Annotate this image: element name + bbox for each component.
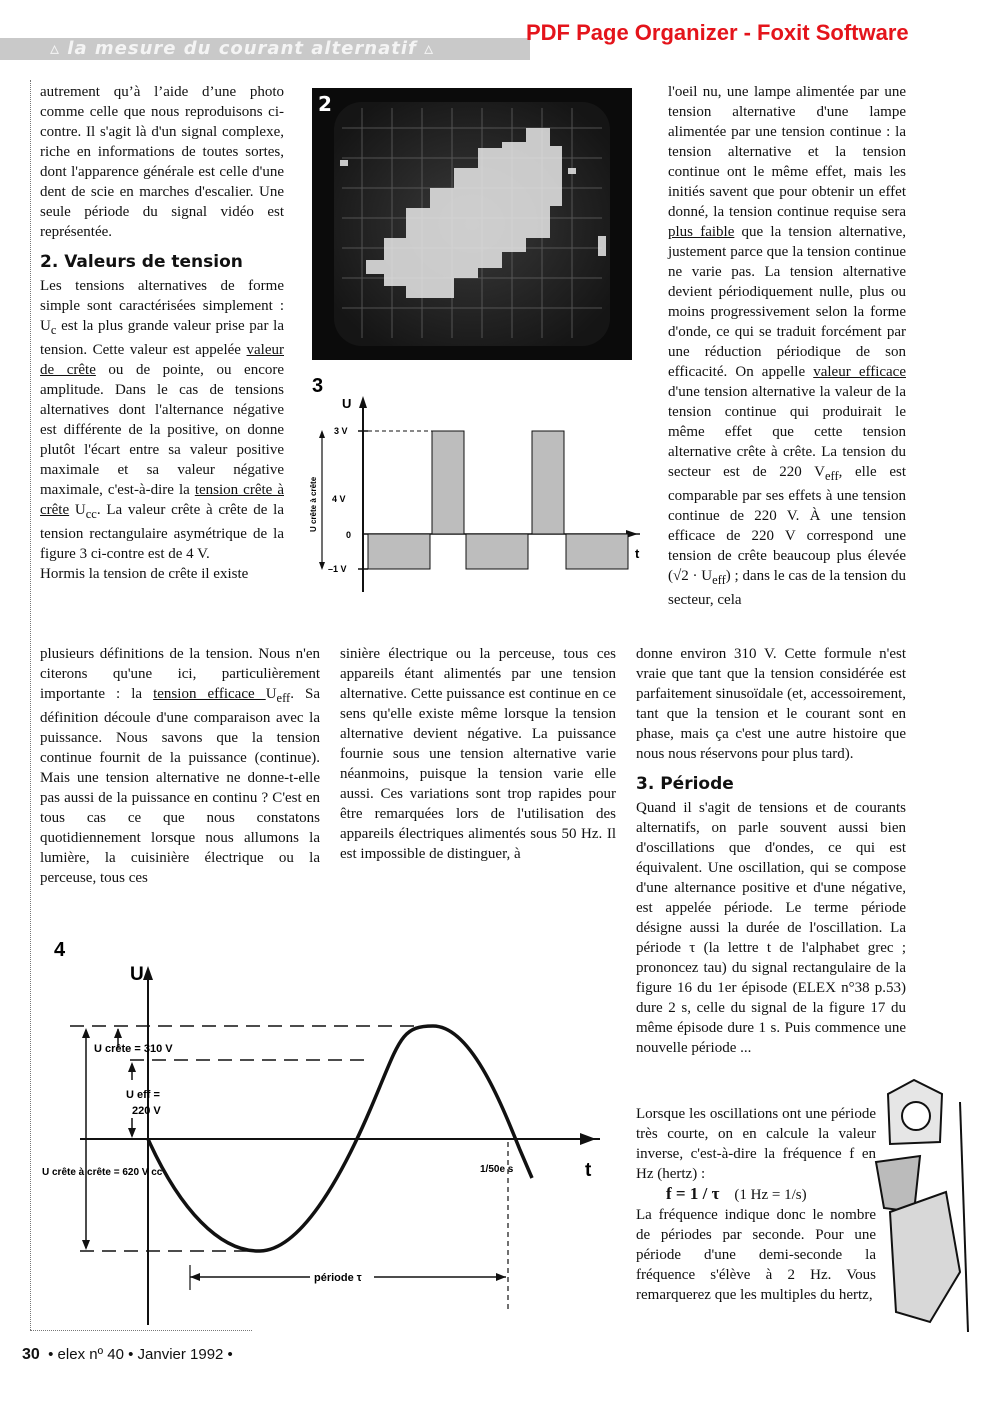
- fig4-y-label: U: [130, 964, 144, 985]
- fig3-label-3v: 3 V: [334, 426, 348, 436]
- knight-visor: [902, 1102, 930, 1130]
- fig4-label-ueff1: U eff =: [126, 1089, 160, 1101]
- watermark-text: PDF Page Organizer - Foxit Software: [526, 20, 909, 45]
- paragraph-valeur-efficace: l'oeil nu, une lampe alimentée par une tension alternative d'une lampe alimentée par une tension continue : la tension alternative et la tension continue ont le même effet, mais les initiés savent que pour obtenir un effet donné, la tension continue requise sera plus faible que la tension alternative, justement parce que la tension continue ne varie pas. La tension alternative devient périodiquement nulle, plus ou moins progressivement selon la forme d'onde, ce qui se traduit forcément par une réduction périodique de son efficacité. On appelle valeur efficace d'une tension alternative la valeur de la tension continue qui produirait le même effet que cette tension alternative crête à crête. La tension du secteur est de 220 $V_{eff}$, elle est comparable par ses effets à une tension continue de 220 V. À une tension efficace de 220 V correspond une tension de crête beaucoup plus élevée $(√2 \cdot U_{eff})$ ; dans le cas de la tension du secteur, cela: [668, 84, 907, 608]
- knight-illustration: [850, 1072, 974, 1340]
- page-footer: [22, 1346, 233, 1364]
- fig4-ucc-arrow-bottom: [82, 1240, 90, 1250]
- fig4-label-periode: période τ: [314, 1272, 362, 1284]
- paragraph-frequence-2: La fréquence indique donc le nombre de périodes par seconde. Pour une période d'une demi-seconde la fréquence s'élève à 2 Hz. Vous remarquerez que les multiples du hertz,: [636, 1207, 876, 1303]
- bottom-rule: [30, 1330, 252, 1331]
- figure-4-diagram: [40, 930, 620, 1330]
- paragraph-periode: Quand il s'agit de tensions et de courants alternatifs, on parle souvent aussi bien d'oscillations que d'ondes, ce qui est équivalent. Une oscillation, qui se compose d'une alternance positive et d'une négative, est appelée période. Le terme période désigne aussi la durée de l'oscillation. La période τ (la lettre t de l'alphabet grec ; prononcez tau) du signal rectangulaire de la figure 16 du 1er épisode (ELEX n°38 p.53) dure 2 s, celle du signal de la figure 17 du même épisode dure 1 s. Puis commence une nouvelle période ...: [636, 800, 906, 1056]
- fig3-label-4v: 4 V: [332, 494, 346, 504]
- fig4-ueff-arrowhead: [128, 1062, 136, 1072]
- knight-body: [890, 1192, 960, 1322]
- paragraph-hormis-start: Hormis la tension de crête il existe: [40, 566, 249, 582]
- fig4-y-arrow: [143, 966, 153, 980]
- figure-4-number: 4: [54, 939, 66, 961]
- figure-3-number: 3: [312, 375, 324, 397]
- fig4-ueff-arrowhead-down: [128, 1128, 136, 1138]
- fig3-ucc-arrow-top: [319, 430, 325, 438]
- section-3-title: 3. Période: [636, 774, 734, 794]
- section-2-title: 2. Valeurs de tension: [40, 252, 243, 272]
- paragraph-frequence: Lorsque les oscillations ont une période très courte, on en calcule la valeur inverse, c'est-à-dire la fréquence f en Hz (hertz) :: [636, 1106, 876, 1182]
- column-3-bottom: [636, 1104, 876, 1305]
- oscilloscope-screen: [312, 88, 632, 360]
- fig4-ucc-arrow-top: [82, 1028, 90, 1038]
- column-3-lower: [636, 644, 906, 1058]
- paragraph-puissance: sinière électrique ou la perceuse, tous ces appareils étant alimentés par une tension alternative. Cette puissance est continue en ce sens qu'elle existe même lorsque la tension alternative devient négative. La puissance fournie sous une tension alternative varie néanmoins, puisque la tension varie elle aussi. Ces variations sont trop rapides pour être remarquées lors de l'utilisation des appareils électriques alimentés sous 50 Hz. Il est impossible de distinguer, à: [340, 646, 616, 862]
- fig3-pulses: [368, 431, 628, 569]
- paragraph-formule: donne environ 310 V. Cette formule n'est vraie que tant que la tension considérée est parfaitement sinusoïdale (et, accessoirement, tant que la tension et le courant sont en phase, mais ça c'est une autre histoire que nous nous réservons pour plus tard).: [636, 646, 906, 762]
- fig4-label-ucrete: U crête = 310 V: [94, 1043, 173, 1055]
- fig3-label-0: 0: [346, 530, 352, 540]
- footer-issue: • elex nº 40 • Janvier 1992 •: [48, 1346, 233, 1363]
- oscilloscope-photo: [312, 88, 632, 360]
- fig4-ucrete-arrowhead: [114, 1028, 122, 1038]
- fig4-period-arrow-right: [496, 1273, 506, 1281]
- fig4-period-arrow-left: [190, 1273, 200, 1281]
- fig4-label-t: 1/50e s: [480, 1164, 514, 1175]
- fig3-y-label: U: [342, 396, 352, 411]
- knight-lance: [960, 1102, 968, 1332]
- column-2: [340, 644, 616, 864]
- fig3-label-ucc: U crête à crête: [309, 476, 318, 532]
- fig4-t-label: t: [585, 1160, 592, 1181]
- intro-paragraph: autrement qu’à l’aide d’une photo comme celle que nous reproduisons ci-contre. Il s'agit là d'un signal complexe, riche en informations de toutes sortes, dont l'apparence générale est celle d'une dent de scie en marches d'escalier. Une seule période du signal vidéo est représentée.: [40, 84, 284, 240]
- section-banner: ▵ la mesure du courant alternatif ▵: [0, 38, 530, 60]
- paragraph-tension-efficace: plusieurs définitions de la tension. Nous n'en citerons qu'une ici, particulièrement importante : la tension efficace $U_{eff}$. Sa définition découle d'une comparaison avec la puissance. Nous savons que la tension continue fournit de la puissance (continue). Mais une tension alternative ne donne-t-elle pas aussi de la puissance en continu ? C'est en tous cas ce que nous constatons quotidiennement lorsque nous allumons la lumière, la cuisinière électrique ou la perceuse, tous ces: [40, 646, 320, 886]
- fig4-t-arrow: [580, 1133, 596, 1145]
- margin-rule: [30, 80, 31, 1330]
- formula-line: f = 1 / τ (1 Hz = 1/s): [666, 1184, 807, 1203]
- fig3-label-m1v: –1 V: [328, 564, 347, 574]
- fig3-t-label: t: [635, 546, 640, 561]
- figure-2-number: 2: [318, 92, 332, 116]
- column-1-lower: [40, 644, 320, 888]
- column-1: [40, 82, 284, 584]
- fig4-label-ueff2: 220 V: [132, 1105, 161, 1117]
- page-number: 30: [22, 1346, 40, 1363]
- fig3-y-arrow: [359, 396, 367, 408]
- fig3-ucc-arrow-bottom: [319, 562, 325, 570]
- column-3: [668, 82, 906, 610]
- fig4-label-ucc: U crête à crête = 620 V cc: [42, 1167, 163, 1178]
- paragraph-valeurs: Les tensions alternatives de forme simple sont caractérisées simplement : $U_c$ est la plus grande valeur prise par la tension. Cette valeur est appelée valeur de crête ou de pointe, ou encore amplitude. Dans le cas de tensions alternatives dont l'alternance négative est différente de la positive, on donne plutôt l'écart entre sa valeur positive maximale et sa valeur négative maximale, c'est-à-dire la tension crête à crête $U_{cc}$. La valeur crête à crête de la tension rectangulaire asymétrique de la figure 3 ci-contre est de 4 V.: [40, 278, 285, 562]
- figure-3-diagram: [310, 372, 640, 612]
